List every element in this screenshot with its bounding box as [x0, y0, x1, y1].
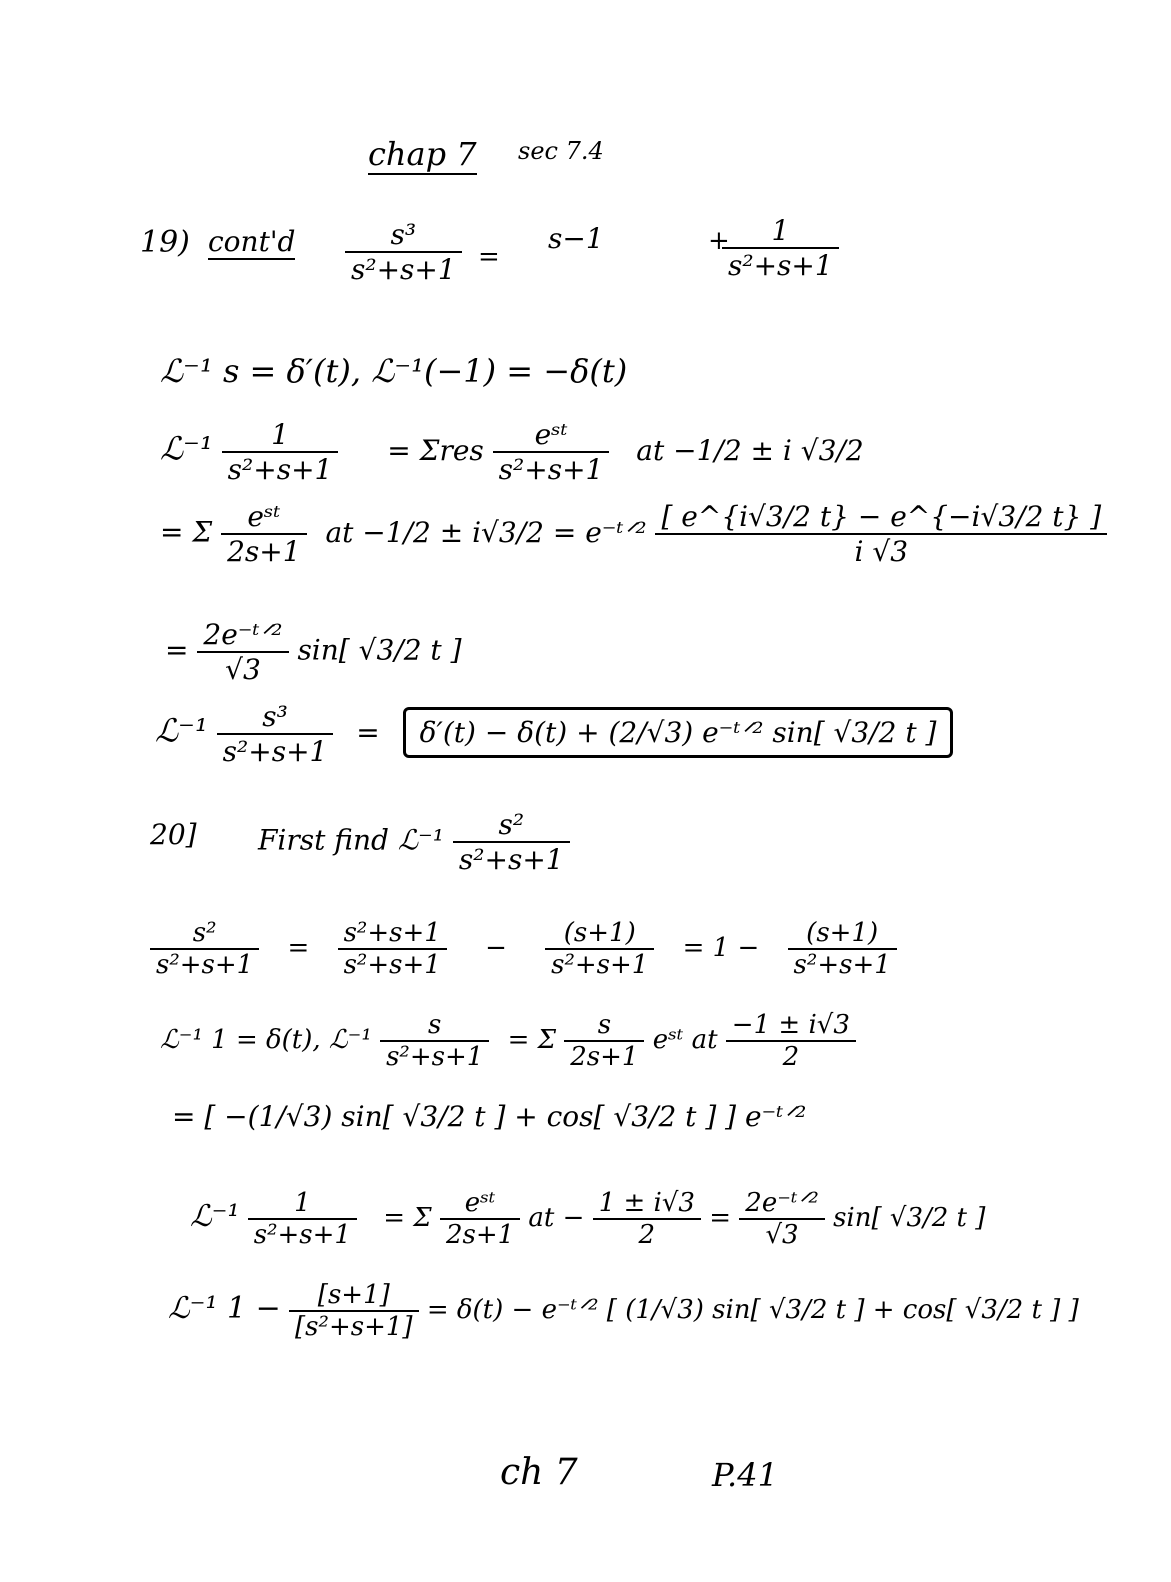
section-heading: sec 7.4 [518, 137, 604, 165]
eq1-rhs1: s−1 [548, 222, 604, 255]
line-19-5: = $\frac{\text{2e⁻ᵗᐟ²}}{√3}$ sin[ √3/2 t ] [165, 618, 462, 686]
boxed-answer-19: δ′(t) − δ(t) + (2/√3) e⁻ᵗᐟ² sin[ √3/2 t ] [403, 707, 954, 758]
problem-19-contd: cont'd [208, 225, 296, 258]
line-19-4: = Σ $\frac{\text{eˢᵗ}}{2s+1}$ at −1/2 ± i√3/2 = e⁻ᵗᐟ² $\frac{[ e\^{}\{i√3/2 t\} - e\^{}\{-i√3/2 t\} ]}{i √3}$ [160, 500, 1107, 568]
chapter-heading: chap 7 [368, 135, 477, 173]
line-19-6: ℒ⁻¹ $\frac{\text{s³}}{\text{s²+s+1}}$ = δ′(t) − δ(t) + (2/√3) e⁻ᵗᐟ² sin[ √3/2 t ] [155, 700, 953, 768]
line-19-2: ℒ⁻¹ s = δ′(t), ℒ⁻¹(−1) = −δ(t) [160, 352, 628, 390]
line-20-4: ℒ⁻¹ $\frac{1}{\text{s²+s+1}}$ = Σ $\frac{\text{eˢᵗ}}{2s+1}$ at − $\frac{1 \pm i√3}{2}$ = $\frac{\text{2e⁻ᵗᐟ²}}{√3}$ sin[ √3/2 t ] [190, 1188, 986, 1250]
line-20-1: $\frac{\text{s²}}{\text{s²+s+1}}$ = $\frac{\text{s²+s+1}}{\text{s²+s+1}}$ − $\frac{(s+1)}{\text{s²+s+1}}$ = 1 − $\frac{(s+1)}{\text{s²+s+1}}$ [150, 918, 897, 980]
eq1-equals: = [478, 242, 500, 272]
footer-chapter: ch 7 [500, 1452, 578, 1493]
line-20-2: ℒ⁻¹ 1 = δ(t), ℒ⁻¹ $\frac{s}{\text{s²+s+1}}$ = Σ $\frac{s}{2s+1}$ eˢᵗ at $\frac{-1 \pm i√3}{2}$ [160, 1010, 856, 1072]
eq1-rhs2: $\frac{1}{\text{s²+s+1}}$ [722, 214, 839, 282]
footer-page: P.41 [712, 1456, 778, 1494]
line-20-5: ℒ⁻¹ 1 − $\frac{[s+1]}{\text{[s²+s+1]}}$ = δ(t) − e⁻ᵗᐟ² [ (1/√3) sin[ √3/2 t ] + cos[ √3/2 t ] ] [168, 1280, 1079, 1342]
problem-20-label: 20] [150, 818, 197, 851]
line-19-3: ℒ⁻¹ $\frac{1}{\text{s²+s+1}}$ = Σres $\frac{\text{eˢᵗ}}{\text{s²+s+1}}$ at −1/2 ± i √3/2 [160, 418, 864, 486]
eq1: $\frac{\text{s³}}{\text{s²+s+1}}$ [345, 218, 462, 286]
line-20-3: = [ −(1/√3) sin[ √3/2 t ] + cos[ √3/2 t ] ] e⁻ᵗᐟ² [172, 1100, 807, 1133]
problem-20-intro: First find ℒ⁻¹ $\frac{\text{s²}}{\text{s²+s+1}}$ [258, 808, 570, 876]
eq1-plus: + [708, 226, 730, 256]
problem-19-label: 19) [140, 225, 190, 260]
